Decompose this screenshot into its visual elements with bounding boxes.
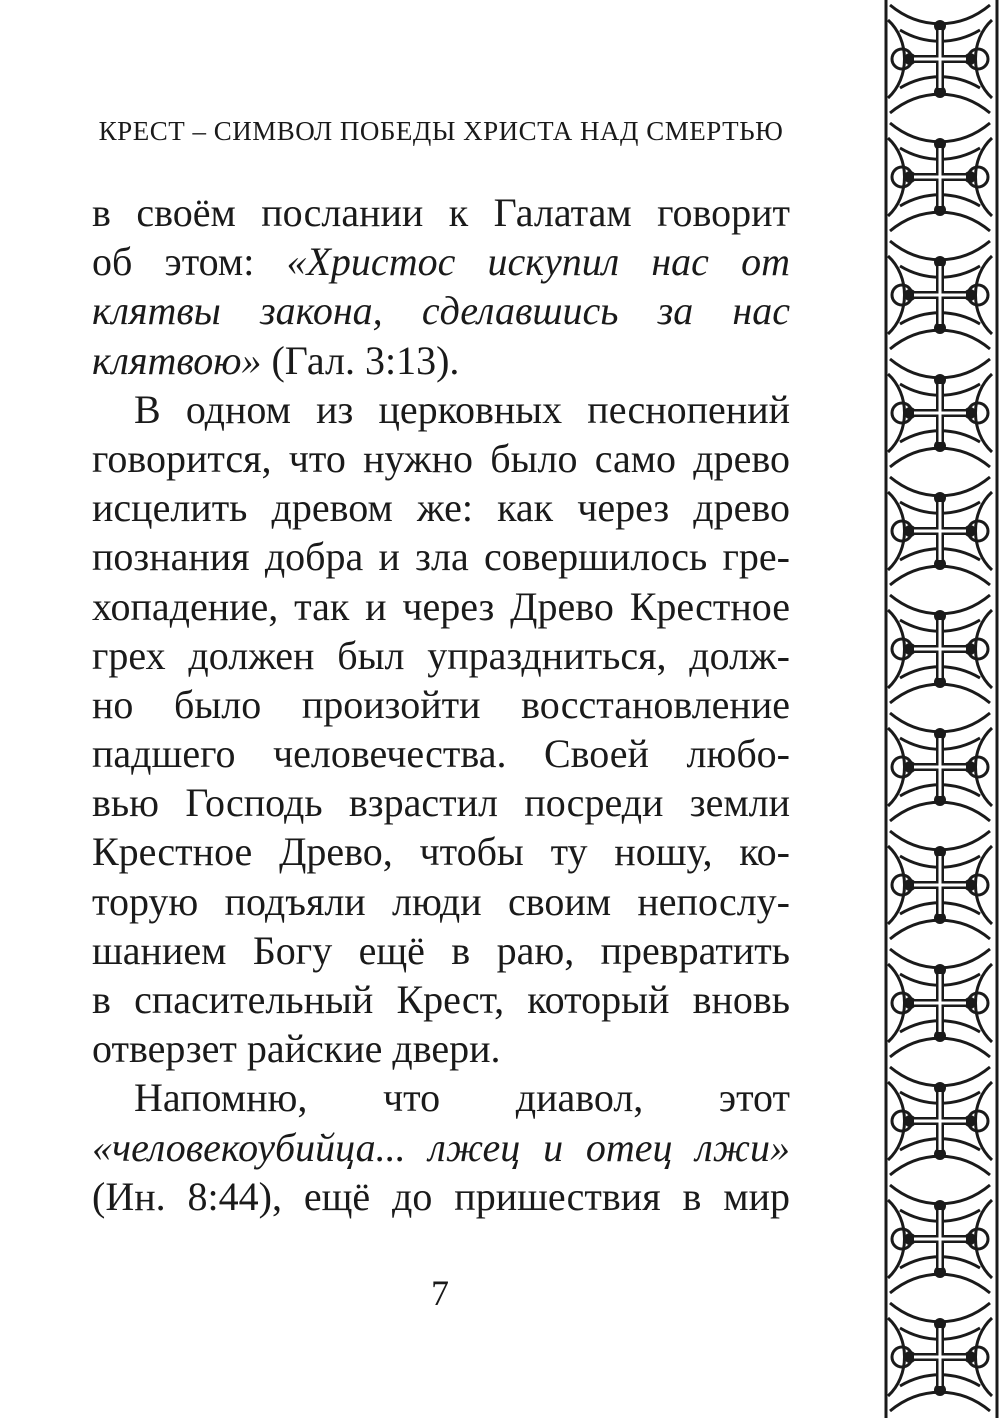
text-line: [92, 336, 790, 385]
quote-text: клятвою»: [92, 337, 262, 383]
text-line: [92, 434, 790, 483]
page-number: 7: [431, 1273, 449, 1313]
running-header: КРЕСТ – СИМВОЛ ПОБЕДЫ ХРИСТА НАД СМЕРТЬЮ: [98, 116, 784, 146]
quote-text: «человекоубийца... лжец и отец лжи»: [92, 1124, 790, 1170]
text-line: [92, 1123, 790, 1172]
text-run: В одном из церковных песнопений: [134, 386, 790, 432]
text-line: [92, 729, 790, 778]
text-run: исцелить древом же: как через древо: [92, 485, 790, 531]
text-run: Крестное Древо, чтобы ту ношу, ко-: [92, 829, 790, 875]
text-line: [92, 680, 790, 729]
text-run: говорится, что нужно было само древо: [92, 435, 790, 481]
text-run: падшего человечества. Своей любо-: [92, 731, 790, 777]
ornamental-border-icon: [880, 0, 1000, 1418]
text-line: [92, 1073, 790, 1122]
text-run: познания добра и зла совершилось гре-: [92, 534, 790, 580]
text-line: [92, 877, 790, 926]
text-run: грех должен был упраздниться, долж-: [92, 632, 790, 678]
text-run: хопадение, так и через Древо Крестное: [92, 583, 790, 629]
text-run: но было произойти восстановление: [92, 681, 790, 727]
text-run: в спасительный Крест, который вновь: [92, 977, 790, 1022]
text-run: торую подъяли люди своим непослу-: [92, 878, 790, 924]
text-line: [92, 483, 790, 532]
text-run: отверзет райские двери.: [92, 1026, 501, 1072]
text-run: (Гал. 3:13).: [261, 337, 460, 383]
text-line: [92, 1172, 790, 1221]
text-line: [92, 926, 790, 975]
text-line: [92, 237, 790, 286]
text-run: в своём послании к Галатам говорит: [92, 190, 790, 235]
text-line: [92, 975, 790, 1024]
text-run: (Ин. 8:44), ещё до пришествия в мир: [92, 1173, 790, 1219]
text-line: [92, 286, 790, 335]
text-line: [92, 827, 790, 876]
text-line: [92, 631, 790, 680]
body-text: [92, 188, 790, 1221]
text-line: [92, 188, 790, 237]
text-line: [92, 582, 790, 631]
quote-text: клятвы закона, сделавшись за нас: [92, 288, 790, 334]
text-line: [92, 385, 790, 434]
text-line: [92, 1024, 790, 1073]
text-line: [92, 532, 790, 581]
text-run: шанием Богу ещё в раю, превратить: [92, 927, 790, 973]
text-run: Напомню, что диавол, этот: [134, 1075, 790, 1121]
quote-text: «Христос искупил нас от: [286, 239, 790, 285]
text-line: [92, 778, 790, 827]
text-run: вью Господь взрастил посреди земли: [92, 780, 790, 826]
text-run: об этом:: [92, 239, 287, 285]
